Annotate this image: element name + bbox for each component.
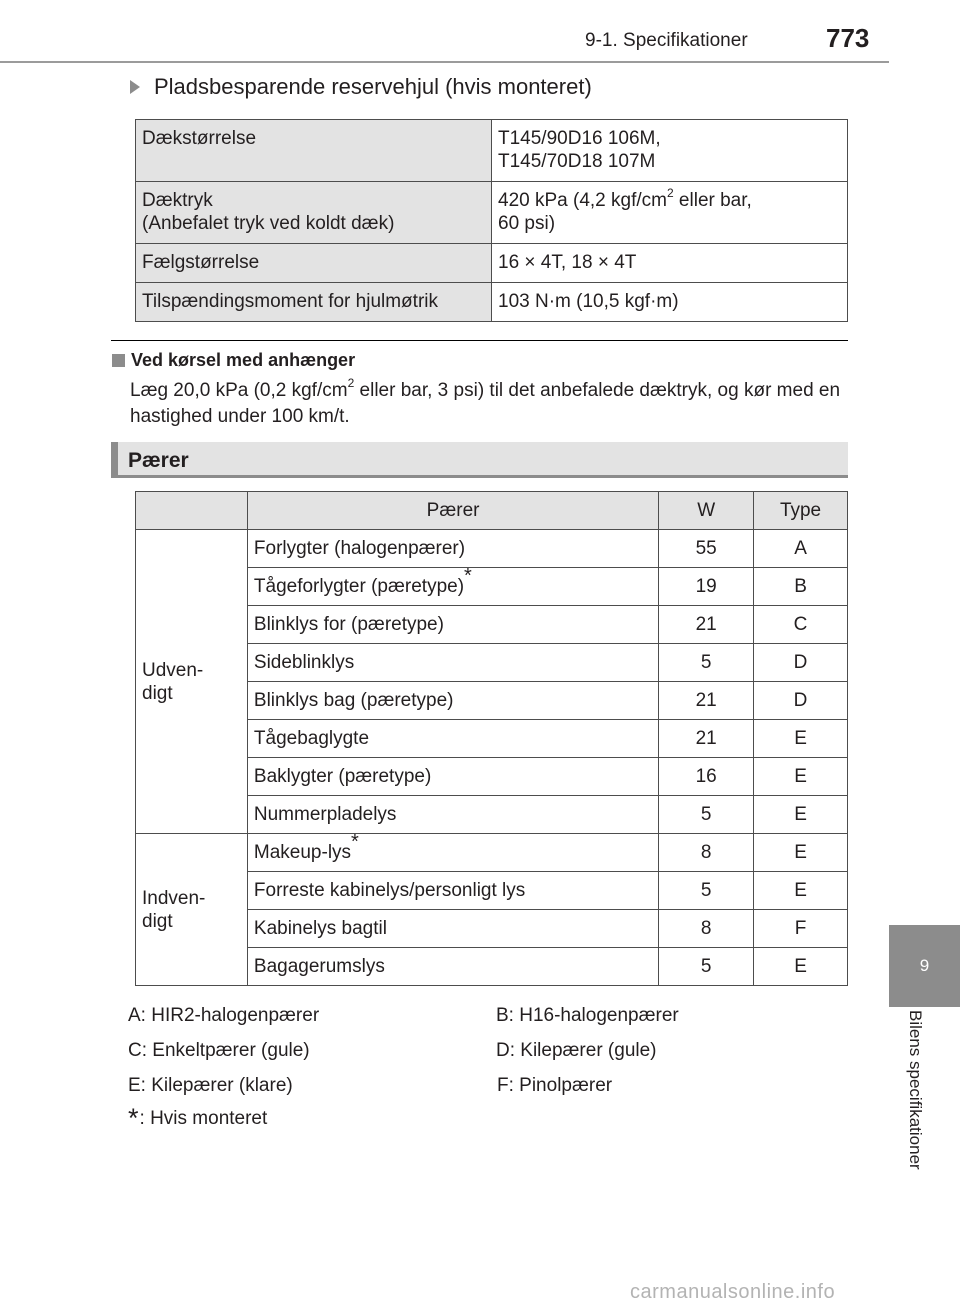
column-header: Pærer [247, 492, 658, 530]
bulb-type: E [754, 834, 848, 872]
legend-item: A: HIR2-halogenpærer [128, 1005, 320, 1026]
bulb-watt: 16 [659, 758, 754, 796]
bulb-watt: 5 [659, 796, 754, 834]
spec-label [136, 182, 492, 244]
footnote-text: : Hvis monteret [139, 1108, 268, 1129]
legend-item: F: Pinolpærer [497, 1075, 613, 1096]
bulb-type: E [754, 796, 848, 834]
bulb-type: E [754, 758, 848, 796]
column-header: W [659, 492, 754, 530]
spec-label-line: (Anbefalet tryk ved koldt dæk) [142, 213, 395, 234]
table-row [136, 244, 848, 283]
spec-value-part: 420 kPa (4,2 kgf/cm [498, 190, 667, 211]
footnote-star: * [128, 1103, 139, 1133]
bulb-watt: 5 [659, 948, 754, 986]
bulb-name-text: Makeup-lys [253, 841, 352, 863]
spec-value-line: T145/70D18 107M [498, 151, 656, 172]
group-label-line: digt [142, 682, 173, 704]
bulb-name: Blinklys for (pæretype) [247, 606, 658, 644]
table-row [136, 120, 848, 182]
spec-value: 16 × 4T, 18 × 4T [492, 244, 848, 283]
spare-wheel-heading [130, 74, 592, 100]
spec-value [492, 182, 848, 244]
group-label-line: Udven- [142, 659, 204, 681]
superscript: 2 [666, 185, 674, 200]
spec-value-part: eller bar, [673, 190, 752, 211]
group-label [136, 530, 248, 834]
spec-label: Tilspændingsmoment for hjulmøtrik [136, 283, 492, 322]
legend-item: D: Kilepærer (gule) [496, 1040, 657, 1061]
bulb-name: Nummerpladelys [247, 796, 658, 834]
bulb-type: C [754, 606, 848, 644]
table-row [136, 283, 848, 322]
triangle-bullet-icon [130, 80, 140, 94]
bulb-type: E [754, 720, 848, 758]
square-bullet-icon [112, 354, 125, 367]
footnote [128, 1103, 268, 1133]
bulb-watt: 5 [659, 872, 754, 910]
bulb-name: Forreste kabinelys/personligt lys [247, 872, 658, 910]
superscript: 2 [347, 375, 355, 390]
spare-wheel-heading-text: Pladsbesparende reservehjul (hvis monteret) [154, 74, 592, 99]
spec-value [492, 120, 848, 182]
page-number: 773 [826, 23, 870, 53]
legend-item: E: Kilepærer (klare) [128, 1075, 293, 1096]
spec-value-line: T145/90D16 106M, [498, 128, 661, 149]
column-header [136, 492, 248, 530]
section-title: 9-1. Specifikationer [585, 30, 748, 51]
spec-label: Dækstørrelse [136, 120, 492, 182]
spec-value-line: 60 psi) [498, 213, 556, 234]
bulb-type: B [754, 568, 848, 606]
bulb-watt: 21 [659, 606, 754, 644]
bulb-watt: 8 [659, 910, 754, 948]
chapter-label [889, 1010, 960, 1210]
group-label-line: Indven- [142, 887, 206, 909]
trailer-heading-text: Ved kørsel med anhænger [131, 350, 356, 370]
bulb-name: Sideblinklys [247, 644, 658, 682]
legend-item: C: Enkeltpærer (gule) [128, 1040, 310, 1061]
bulb-name [247, 831, 658, 872]
bulb-name-text: Tågeforlygter (pæretype) [253, 575, 465, 597]
section-header-bar [111, 442, 848, 478]
bulb-name: Blinklys bag (pæretype) [247, 682, 658, 720]
bulb-name: Baklygter (pæretype) [247, 758, 658, 796]
bulb-type: D [754, 682, 848, 720]
spec-value: 103 N·m (10,5 kgf·m) [492, 283, 848, 322]
spec-label: Fælgstørrelse [136, 244, 492, 283]
bulb-name: Forlygter (halogenpærer) [247, 530, 658, 568]
bulb-name: Bagagerumslys [247, 948, 658, 986]
header-divider [0, 61, 889, 63]
legend-item: B: H16-halogenpærer [496, 1005, 679, 1026]
footnote-marker: * [351, 831, 359, 854]
trailer-text: eller bar, 3 psi) til det anbefalede dæktryk, og kør med en hastighed under 100 km/t. [130, 380, 841, 427]
spare-wheel-table [135, 119, 848, 322]
bulb-name [247, 565, 658, 606]
chapter-label-text: Bilens specifikationer [906, 1010, 925, 1170]
bulb-watt: 55 [659, 530, 754, 568]
bulb-watt: 21 [659, 720, 754, 758]
bulb-watt: 21 [659, 682, 754, 720]
section-heading: Pærer [128, 449, 189, 472]
bulb-type: E [754, 948, 848, 986]
table-header-row [136, 492, 848, 530]
spec-label-line: Dæktryk [142, 190, 213, 211]
table-row [136, 182, 848, 244]
section-divider [111, 340, 848, 341]
chapter-tab [889, 925, 960, 1007]
bulb-watt: 8 [659, 834, 754, 872]
bulb-type: D [754, 644, 848, 682]
trailer-text: Læg 20,0 kPa (0,2 kgf/cm [130, 380, 348, 401]
column-header: Type [754, 492, 848, 530]
footnote-marker: * [464, 565, 472, 588]
trailer-heading [112, 350, 355, 371]
bulb-watt: 19 [659, 568, 754, 606]
section-accent [111, 442, 118, 478]
bulb-watt: 5 [659, 644, 754, 682]
trailer-paragraph [130, 375, 850, 430]
table-row [136, 834, 848, 872]
group-label [136, 834, 248, 986]
group-label-line: digt [142, 910, 173, 932]
bulb-type: E [754, 872, 848, 910]
table-row [136, 530, 848, 568]
bulb-name: Kabinelys bagtil [247, 910, 658, 948]
bulb-type: F [754, 910, 848, 948]
bulb-table [135, 491, 848, 986]
watermark: carmanualsonline.info [630, 1281, 836, 1303]
bulb-name: Tågebaglygte [247, 720, 658, 758]
bulb-type: A [754, 530, 848, 568]
chapter-number: 9 [919, 956, 930, 975]
